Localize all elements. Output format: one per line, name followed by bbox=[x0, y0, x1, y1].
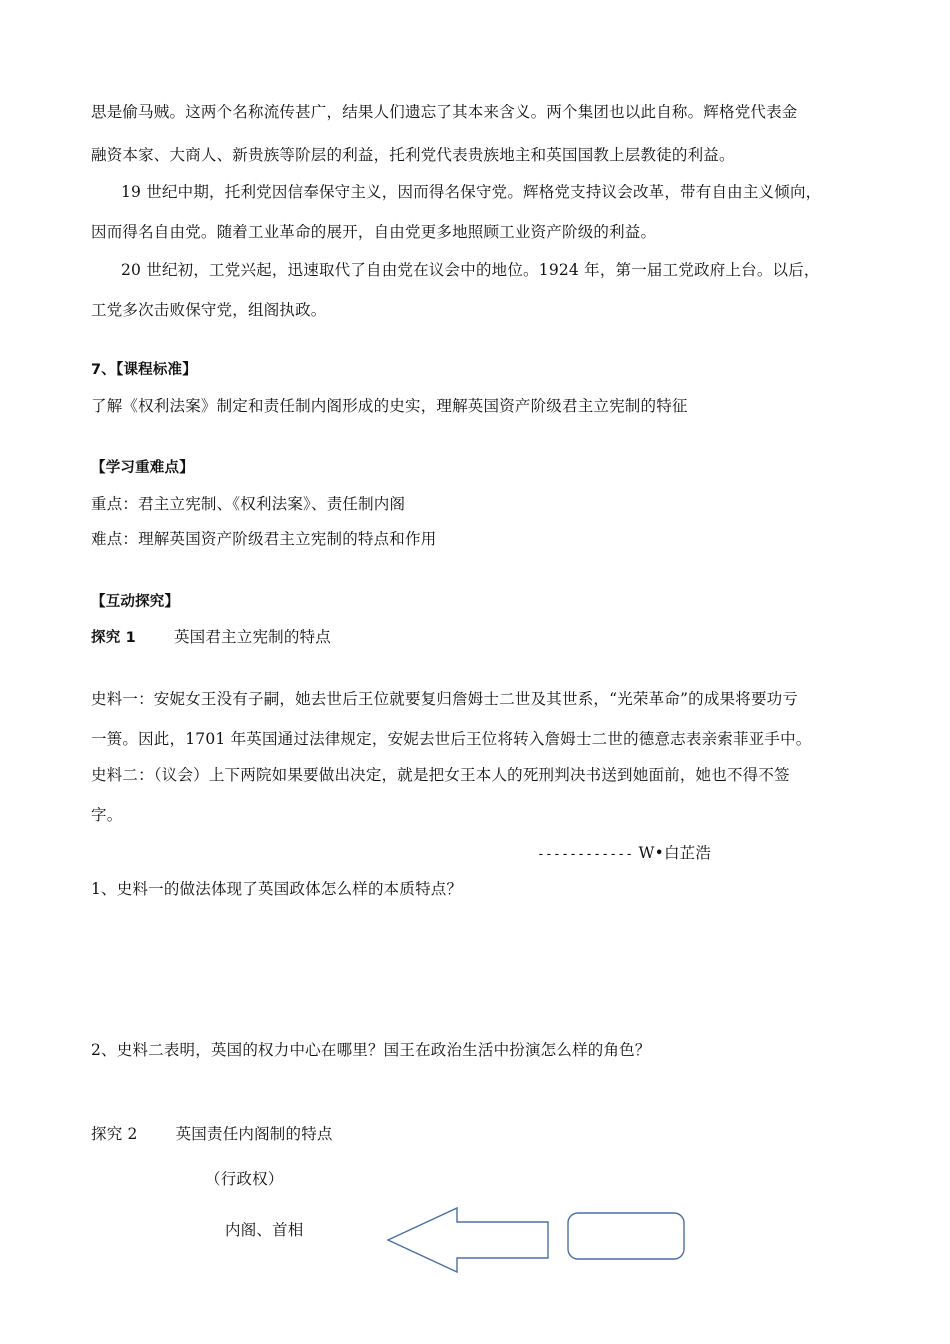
power-diagram bbox=[380, 1200, 700, 1280]
source-1-line: 一篑。因此，1701 年英国通过法律规定，安妮去世后王位将转入詹姆士二世的德意志表亲索菲亚手中。 bbox=[91, 730, 812, 748]
paragraph-line: 思是偷马贼。这两个名称流传甚广，结果人们遗忘了其本来含义。两个集团也以此自称。辉格党代表金 bbox=[91, 103, 798, 121]
paragraph-line: 工党多次击败保守党，组阁执政。 bbox=[91, 301, 327, 319]
executive-power-label: （行政权） bbox=[205, 1170, 284, 1188]
task-2-label: 探究 2 bbox=[91, 1125, 138, 1143]
section-heading-inquiry: 【互动探究】 bbox=[91, 594, 180, 610]
paragraph-line: 因而得名自由党。随着工业革命的展开，自由党更多地照顾工业资产阶级的利益。 bbox=[91, 223, 657, 241]
paragraph-line: 19 世纪中期，托利党因信奉保守主义，因而得名保守党。辉格党支持议会改革，带有自由主义倾向， bbox=[121, 183, 822, 201]
key-focus-text: 重点：君主立宪制、《权利法案》、责任制内阁 bbox=[91, 495, 406, 513]
source-2-line: 字。 bbox=[91, 806, 123, 824]
citation-author: W•白芷浩 bbox=[638, 844, 712, 862]
paragraph-line: 20 世纪初，工党兴起，迅速取代了自由党在议会中的地位。1924 年，第一届工党政府上台。以后， bbox=[121, 261, 820, 279]
section-heading-standard: 7、【课程标准】 bbox=[91, 362, 197, 378]
left-arrow-shape bbox=[388, 1208, 548, 1272]
section-heading-key-points: 【学习重难点】 bbox=[91, 460, 194, 476]
standard-text: 了解《权利法案》制定和责任制内阁形成的史实，理解英国资产阶级君主立宪制的特征 bbox=[91, 397, 688, 415]
source-1-line: 史料一：安妮女王没有子嗣，她去世后王位就要复归詹姆士二世及其世系，“光荣革命”的成果将要功亏 bbox=[91, 690, 799, 708]
empty-answer-box bbox=[568, 1213, 684, 1259]
key-difficulty-text: 难点：理解英国资产阶级君主立宪制的特点和作用 bbox=[91, 530, 437, 548]
paragraph-line: 融资本家、大商人、新贵族等阶层的利益，托利党代表贵族地主和英国国教上层教徒的利益。 bbox=[91, 146, 735, 164]
task-1-title: 英国君主立宪制的特点 bbox=[173, 628, 331, 646]
inquiry-task-1 bbox=[91, 625, 331, 647]
task-1-label: 探究 1 bbox=[91, 630, 136, 646]
cabinet-label: 内阁、首相 bbox=[225, 1221, 304, 1239]
question-1: 1、史料一的做法体现了英国政体怎么样的本质特点？ bbox=[91, 880, 463, 898]
source-2-line: 史料二：（议会）上下两院如果要做出决定，就是把女王本人的死刑判决书送到她面前，她也不得不签 bbox=[91, 766, 790, 784]
task-2-title: 英国责任内阁制的特点 bbox=[175, 1125, 333, 1143]
citation-dashes: ------------ bbox=[537, 847, 634, 862]
inquiry-task-2 bbox=[91, 1122, 333, 1144]
question-2: 2、史料二表明，英国的权力中心在哪里？国王在政治生活中扮演怎么样的角色？ bbox=[91, 1041, 651, 1059]
citation bbox=[537, 841, 711, 863]
